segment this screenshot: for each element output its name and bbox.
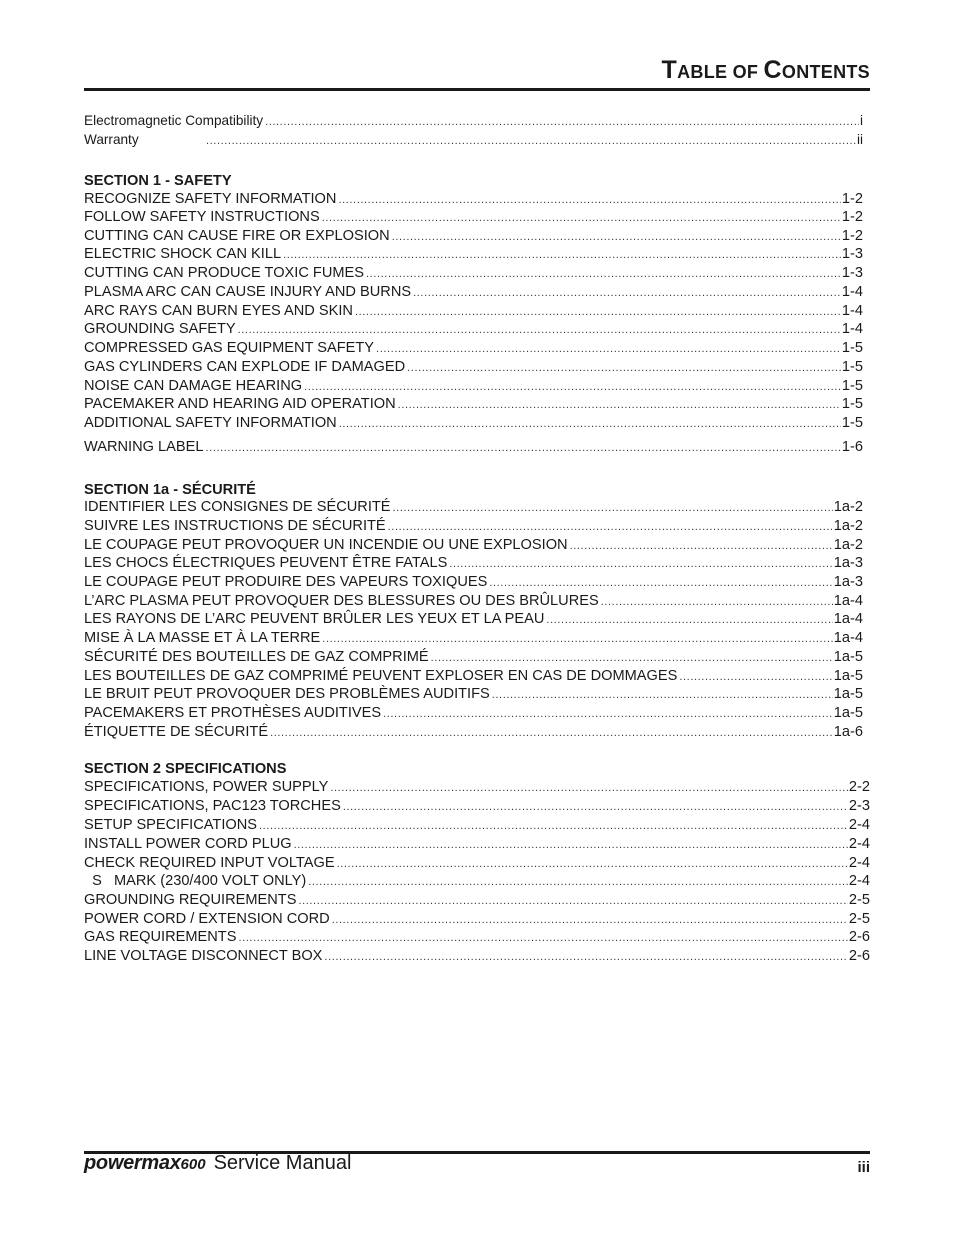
toc-entry[interactable] (84, 724, 863, 742)
toc-label: ÉTIQUETTE DE SÉCURITÉ (84, 724, 269, 740)
dot-leader (270, 725, 833, 742)
dot-leader (413, 285, 841, 302)
toc-label: ADDITIONAL SAFETY INFORMATION (84, 415, 337, 431)
toc-entry[interactable] (84, 574, 863, 592)
toc-page: i (859, 113, 863, 128)
toc-page: 1a-2 (833, 499, 863, 515)
dot-leader (489, 575, 832, 592)
toc-label: SPECIFICATIONS, PAC123 TORCHES (84, 798, 341, 814)
toc-label: GROUNDING REQUIREMENTS (84, 892, 297, 908)
toc-entry[interactable] (84, 321, 863, 339)
dot-leader (383, 706, 833, 723)
section-heading: SECTION 1 - SAFETY (84, 173, 232, 189)
toc-entry[interactable] (84, 246, 863, 264)
toc-page: 1a-2 (833, 537, 863, 553)
toc-page: 1-5 (841, 396, 863, 412)
toc-label: WARNING LABEL (84, 439, 204, 455)
toc-label: CUTTING CAN CAUSE FIRE OR EXPLOSION (84, 228, 390, 244)
dot-leader (449, 556, 832, 573)
dot-leader (570, 538, 833, 555)
toc-entry[interactable] (84, 415, 863, 433)
toc-page: 1a-3 (833, 555, 863, 571)
toc-label: LES RAYONS DE L’ARC PEUVENT BRÛLER LES YEUX ET LA PEAU (84, 611, 545, 627)
dot-leader (388, 519, 833, 536)
toc-label: LES BOUTEILLES DE GAZ COMPRIMÉ PEUVENT EXPLOSER EN CAS DE DOMMAGES (84, 668, 678, 684)
dot-leader (366, 266, 841, 283)
toc-page: 1a-2 (833, 518, 863, 534)
toc-label: ELECTRIC SHOCK CAN KILL (84, 246, 282, 262)
toc-entry[interactable] (84, 340, 863, 358)
dot-leader (238, 322, 841, 339)
toc-entry[interactable] (84, 518, 863, 536)
toc-entry[interactable] (84, 265, 863, 283)
dot-leader (601, 594, 833, 611)
dot-leader (332, 912, 848, 929)
toc-entry[interactable] (84, 396, 863, 414)
title-able: ABLE OF (677, 62, 764, 82)
title-c: C (763, 56, 782, 84)
toc-label: GAS REQUIREMENTS (84, 929, 237, 945)
page-number: iii (857, 1159, 870, 1176)
brand-logo: powermax (84, 1152, 181, 1174)
toc-entry[interactable] (84, 378, 863, 396)
toc-page: 1-4 (841, 303, 863, 319)
toc-entry[interactable] (84, 649, 863, 667)
dot-leader (393, 500, 833, 517)
toc-page: 1-4 (841, 321, 863, 337)
toc-page: 1-2 (841, 228, 863, 244)
dot-leader (392, 229, 841, 246)
toc-entry[interactable] (84, 537, 863, 555)
toc-label: LINE VOLTAGE DISCONNECT BOX (84, 948, 323, 964)
toc-label: RECOGNIZE SAFETY INFORMATION (84, 191, 337, 207)
toc-page: 2-4 (848, 817, 870, 833)
dot-leader (546, 612, 832, 629)
toc-label: L’ARC PLASMA PEUT PROVOQUER DES BLESSURES OU DES BRÛLURES (84, 593, 599, 609)
brand-model: 600 (180, 1156, 206, 1173)
toc-entry[interactable] (84, 948, 870, 966)
toc-entry[interactable] (84, 191, 863, 209)
dot-leader (294, 837, 848, 854)
dot-leader (238, 930, 847, 947)
dot-leader (298, 893, 847, 910)
toc-entry[interactable] (84, 705, 863, 723)
toc-page: 1-5 (841, 359, 863, 375)
toc-entry[interactable] (84, 892, 870, 910)
toc-page: 1a-4 (833, 593, 863, 609)
title-t: T (661, 56, 678, 84)
toc-entry[interactable] (84, 209, 863, 227)
toc-entry-emc[interactable] (84, 112, 863, 131)
toc-label: SPECIFICATIONS, POWER SUPPLY (84, 779, 329, 795)
toc-label: COMPRESSED GAS EQUIPMENT SAFETY (84, 340, 375, 356)
footer-title (84, 1152, 351, 1175)
section-heading: SECTION 1a - SÉCURITÉ (84, 482, 256, 498)
dot-leader (338, 192, 840, 209)
dot-leader (339, 416, 841, 433)
toc-page: 2-6 (848, 929, 870, 945)
toc-entry[interactable] (84, 303, 863, 321)
toc-entry[interactable] (84, 499, 863, 517)
toc-page: 1a-5 (833, 705, 863, 721)
toc-entry[interactable] (84, 873, 870, 891)
toc-label: POWER CORD / EXTENSION CORD (84, 911, 330, 927)
dot-leader (679, 669, 832, 686)
toc-label: NOISE CAN DAMAGE HEARING (84, 378, 303, 394)
toc-page: 1a-4 (833, 630, 863, 646)
toc-page: 1a-5 (833, 649, 863, 665)
toc-entry[interactable] (84, 439, 863, 457)
toc-label: GAS CYLINDERS CAN EXPLODE IF DAMAGED (84, 359, 406, 375)
toc-page: 2-5 (848, 892, 870, 908)
page-title (84, 56, 870, 85)
toc-entry[interactable] (84, 284, 863, 302)
dot-leader (205, 440, 840, 457)
toc-entry[interactable] (84, 911, 870, 929)
toc-entry-warranty[interactable] (84, 131, 863, 150)
toc-label: CUTTING CAN PRODUCE TOXIC FUMES (84, 265, 365, 281)
toc-page: 1-5 (841, 340, 863, 356)
toc-page: 1-2 (841, 209, 863, 225)
toc-page: ii (856, 132, 863, 147)
toc-page: 2-4 (848, 836, 870, 852)
toc-label: S MARK (230/400 VOLT ONLY) (84, 873, 307, 889)
toc-page: 2-2 (848, 779, 870, 795)
toc-label: LE COUPAGE PEUT PROVOQUER UN INCENDIE OU UNE EXPLOSION (84, 537, 568, 553)
dot-leader (330, 780, 848, 797)
dot-leader (259, 818, 848, 835)
section-heading: SECTION 2 SPECIFICATIONS (84, 761, 287, 777)
dot-leader (304, 379, 841, 396)
dot-leader (322, 210, 841, 227)
toc-label: SETUP SPECIFICATIONS (84, 817, 257, 833)
toc-entry[interactable] (84, 836, 870, 854)
toc-label: INSTALL POWER CORD PLUG (84, 836, 292, 852)
toc-label: SUIVRE LES INSTRUCTIONS DE SÉCURITÉ (84, 518, 386, 534)
toc-label: ARC RAYS CAN BURN EYES AND SKIN (84, 303, 353, 319)
toc-label: MISE À LA MASSE ET À LA TERRE (84, 630, 321, 646)
toc-label: IDENTIFIER LES CONSIGNES DE SÉCURITÉ (84, 499, 391, 515)
toc-label: PACEMAKERS ET PROTHÈSES AUDITIVES (84, 705, 382, 721)
toc-label: GROUNDING SAFETY (84, 321, 236, 337)
toc-page: 1-3 (841, 265, 863, 281)
toc-page: 1a-3 (833, 574, 863, 590)
manual-name: Service Manual (213, 1152, 352, 1174)
toc-entry[interactable] (84, 228, 863, 246)
toc-entry[interactable] (84, 855, 870, 873)
toc-entry[interactable] (84, 779, 870, 797)
dot-leader (355, 304, 841, 321)
toc-page: 1-2 (841, 191, 863, 207)
toc-page: 1a-5 (833, 686, 863, 702)
toc-page: 1a-5 (833, 668, 863, 684)
toc-label: Electromagnetic Compatibility (84, 113, 264, 128)
toc-page: 2-4 (848, 855, 870, 871)
dot-leader (265, 114, 859, 131)
dot-leader (283, 247, 841, 264)
dot-leader (407, 360, 841, 377)
dot-leader (492, 687, 833, 704)
toc-label: LE COUPAGE PEUT PRODUIRE DES VAPEURS TOXIQUES (84, 574, 488, 590)
toc-entry[interactable] (84, 630, 863, 648)
dot-leader (322, 631, 832, 648)
toc-entry[interactable] (84, 798, 870, 816)
dot-leader (337, 856, 848, 873)
dot-leader (206, 133, 856, 150)
header-rule (84, 88, 870, 91)
toc-label: SÉCURITÉ DES BOUTEILLES DE GAZ COMPRIMÉ (84, 649, 429, 665)
toc-page: 1-4 (841, 284, 863, 300)
toc-label: PLASMA ARC CAN CAUSE INJURY AND BURNS (84, 284, 412, 300)
toc-page: 1a-6 (833, 724, 863, 740)
toc-entry[interactable] (84, 611, 863, 629)
dot-leader (343, 799, 848, 816)
dot-leader (398, 397, 841, 414)
toc-page: 1-3 (841, 246, 863, 262)
title-ontents: ONTENTS (781, 62, 870, 82)
toc-entry[interactable] (84, 668, 863, 686)
toc-label: FOLLOW SAFETY INSTRUCTIONS (84, 209, 320, 225)
toc-label: CHECK REQUIRED INPUT VOLTAGE (84, 855, 335, 871)
dot-leader (308, 874, 848, 891)
toc-page: 2-3 (848, 798, 870, 814)
toc-entry[interactable] (84, 686, 863, 704)
toc-page: 2-5 (848, 911, 870, 927)
toc-label: LE BRUIT PEUT PROVOQUER DES PROBLÈMES AUDITIFS (84, 686, 490, 702)
toc-label: Warranty (84, 132, 139, 147)
toc-entry[interactable] (84, 555, 863, 573)
dot-leader (376, 341, 841, 358)
toc-page: 1-5 (841, 415, 863, 431)
dot-leader (431, 650, 833, 667)
toc-entry[interactable] (84, 359, 863, 377)
toc-label: PACEMAKER AND HEARING AID OPERATION (84, 396, 396, 412)
toc-entry[interactable] (84, 817, 870, 835)
toc-page: 1a-4 (833, 611, 863, 627)
toc-page: 2-4 (848, 873, 870, 889)
toc-page: 1-5 (841, 378, 863, 394)
dot-leader (324, 949, 847, 966)
toc-label: LES CHOCS ÉLECTRIQUES PEUVENT ÊTRE FATALS (84, 555, 448, 571)
toc-page: 2-6 (848, 948, 870, 964)
toc-page: 1-6 (841, 439, 863, 455)
toc-entry[interactable] (84, 593, 863, 611)
toc-entry[interactable] (84, 929, 870, 947)
